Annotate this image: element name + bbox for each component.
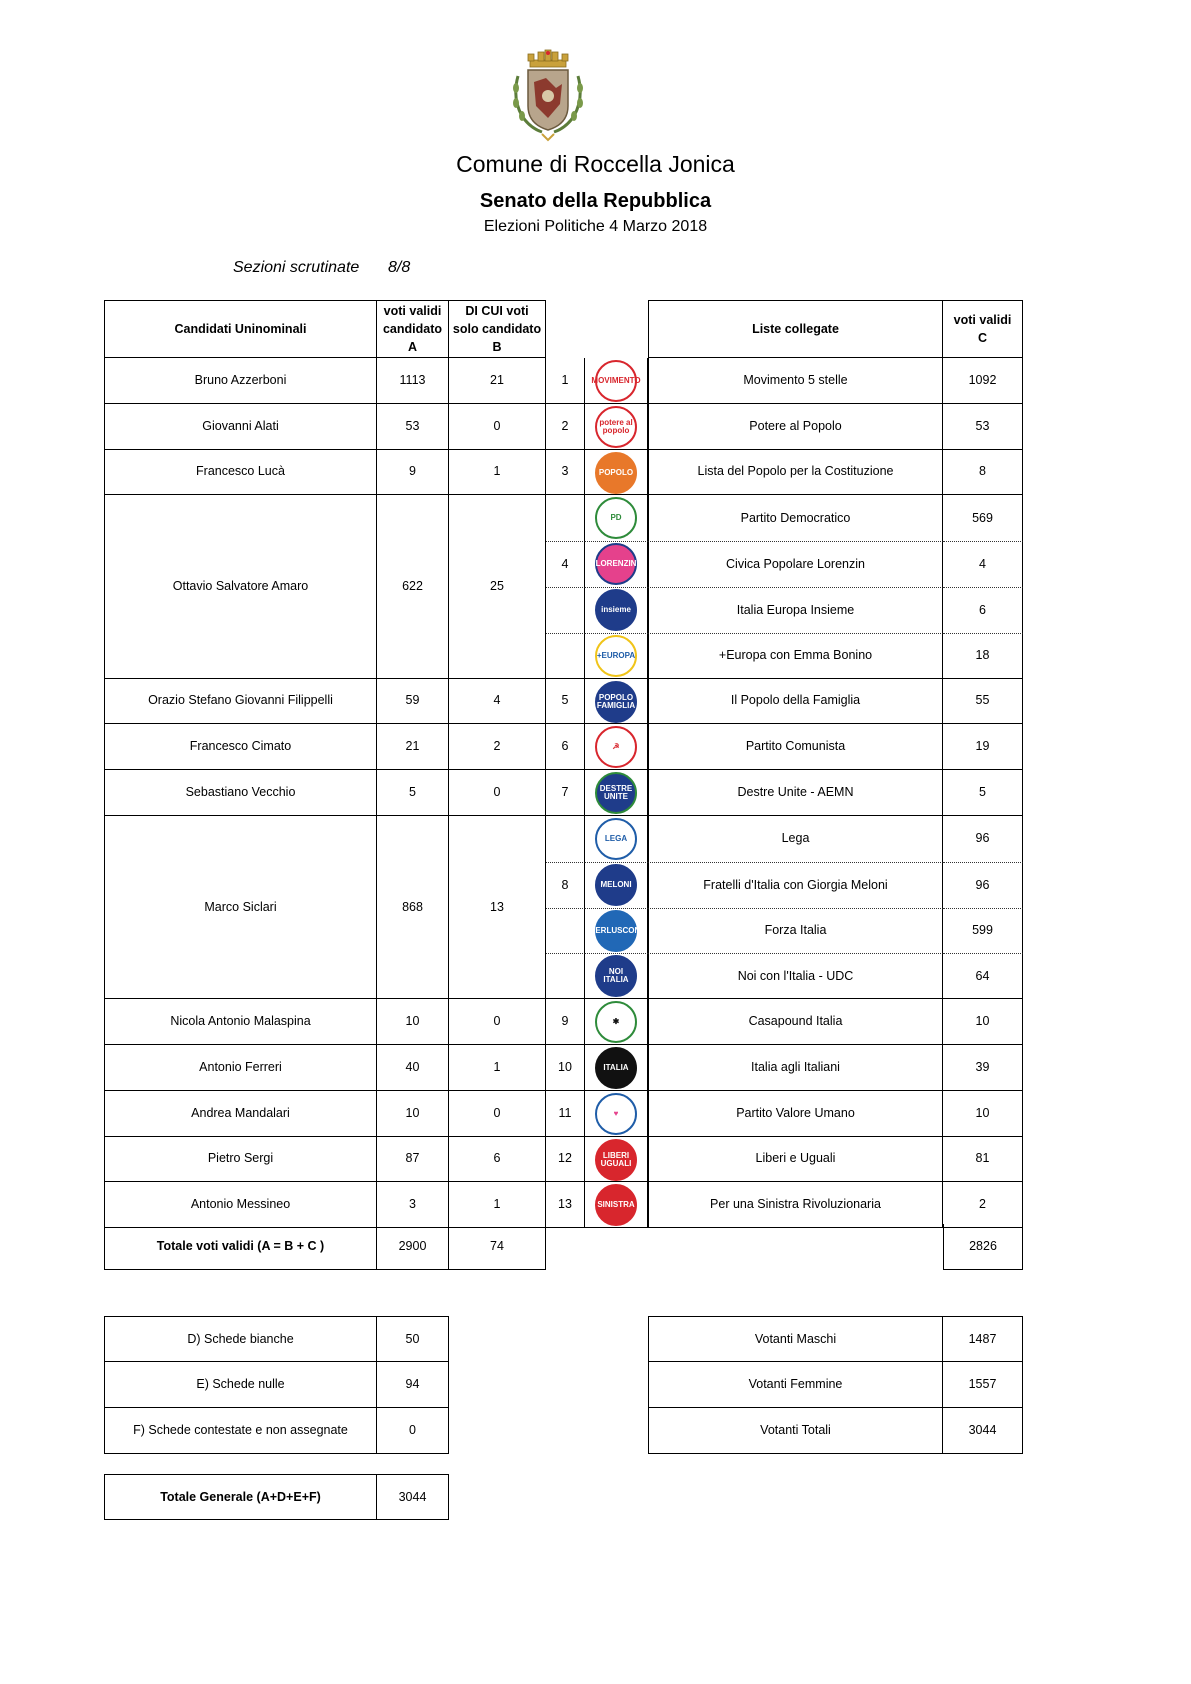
elezioni-subtitle: Elezioni Politiche 4 Marzo 2018 xyxy=(483,218,708,235)
candidate-name: Pietro Sergi xyxy=(104,1137,377,1183)
list-name: Fratelli d'Italia con Giorgia Meloni xyxy=(648,862,943,908)
list-name: Noi con l'Italia - UDC xyxy=(648,953,943,999)
list-number: 2 xyxy=(546,404,585,450)
partito-comunista-logo-icon: ☭ xyxy=(595,726,637,768)
list-votes-c: 599 xyxy=(943,908,1023,954)
list-votes-c: 5 xyxy=(943,770,1023,816)
candidate-votes-b: 6 xyxy=(449,1137,546,1183)
candidate-name: Antonio Messineo xyxy=(104,1182,377,1228)
civica-popolare-logo-icon: LORENZIN xyxy=(595,543,637,585)
insieme-logo-icon: insieme xyxy=(595,589,637,631)
header-voti-a-line1: voti validi xyxy=(383,303,442,318)
m5s-logo-icon: MOVIMENTO xyxy=(595,360,637,402)
header-voti-c xyxy=(943,300,1023,358)
list-name: Civica Popolare Lorenzin xyxy=(648,541,943,587)
list-name: Italia agli Italiani xyxy=(648,1045,943,1091)
list-name: Forza Italia xyxy=(648,908,943,954)
sezioni-label: Sezioni scrutinate xyxy=(233,259,360,276)
list-name: Per una Sinistra Rivoluzionaria xyxy=(648,1182,943,1228)
candidate-name: Francesco Lucà xyxy=(104,450,377,496)
list-name: Italia Europa Insieme xyxy=(648,587,943,633)
candidate-votes-b: 13 xyxy=(449,816,546,999)
schede-nulle-label: E) Schede nulle xyxy=(104,1362,377,1408)
candidate-votes-a: 59 xyxy=(377,679,449,725)
list-number: 7 xyxy=(546,770,585,816)
schede-bianche-label: D) Schede bianche xyxy=(104,1316,377,1362)
list-votes-c: 53 xyxy=(943,404,1023,450)
candidate-name: Marco Siclari xyxy=(104,816,377,999)
list-number xyxy=(546,587,585,633)
header-voti-a-line2: candidato xyxy=(382,321,443,336)
header-liste: Liste collegate xyxy=(648,300,943,358)
candidate-votes-a: 622 xyxy=(377,495,449,678)
candidate-votes-b: 1 xyxy=(449,1182,546,1228)
list-votes-c: 96 xyxy=(943,816,1023,862)
totale-b: 74 xyxy=(449,1224,546,1270)
totale-generale-value: 3044 xyxy=(377,1474,449,1520)
list-number: 3 xyxy=(546,450,585,496)
list-name: Il Popolo della Famiglia xyxy=(648,679,943,725)
totale-label: Totale voti validi (A = B + C ) xyxy=(104,1224,377,1270)
popolo-famiglia-logo-icon: POPOLO FAMIGLIA xyxy=(595,681,637,723)
list-votes-c: 39 xyxy=(943,1045,1023,1091)
candidate-votes-b: 0 xyxy=(449,404,546,450)
candidate-votes-b: 0 xyxy=(449,770,546,816)
coat-of-arms-icon xyxy=(508,48,588,143)
list-number xyxy=(546,495,585,541)
candidate-name: Antonio Ferreri xyxy=(104,1045,377,1091)
candidate-votes-a: 868 xyxy=(377,816,449,999)
list-name: Partito Comunista xyxy=(648,724,943,770)
comune-title: Comune di Roccella Jonica xyxy=(456,151,735,177)
candidate-name: Francesco Cimato xyxy=(104,724,377,770)
list-number: 11 xyxy=(546,1091,585,1137)
destre-unite-logo-icon: DESTRE UNITE xyxy=(595,772,637,814)
candidate-votes-a: 21 xyxy=(377,724,449,770)
candidate-votes-a: 10 xyxy=(377,1091,449,1137)
list-name: Destre Unite - AEMN xyxy=(648,770,943,816)
candidate-votes-b: 1 xyxy=(449,450,546,496)
potere-al-popolo-logo-icon: potere al popolo xyxy=(595,406,637,448)
votanti-maschi-label: Votanti Maschi xyxy=(648,1316,943,1362)
candidate-votes-a: 87 xyxy=(377,1137,449,1183)
list-votes-c: 4 xyxy=(943,541,1023,587)
list-name: Movimento 5 stelle xyxy=(648,358,943,404)
candidate-name: Nicola Antonio Malaspina xyxy=(104,999,377,1045)
candidate-votes-a: 10 xyxy=(377,999,449,1045)
list-number: 10 xyxy=(546,1045,585,1091)
header-voti-c-line1: voti validi xyxy=(953,312,1012,327)
votanti-femmine-value: 1557 xyxy=(943,1362,1023,1408)
candidate-votes-b: 4 xyxy=(449,679,546,725)
candidate-name: Ottavio Salvatore Amaro xyxy=(104,495,377,678)
list-name: +Europa con Emma Bonino xyxy=(648,633,943,679)
list-votes-c: 8 xyxy=(943,450,1023,496)
list-name: Potere al Popolo xyxy=(648,404,943,450)
lista-del-popolo-logo-icon: POPOLO xyxy=(595,452,637,494)
header-voti-a xyxy=(377,300,449,358)
list-votes-c: 55 xyxy=(943,679,1023,725)
schede-contestate-label: F) Schede contestate e non assegnate xyxy=(104,1408,377,1454)
liberi-uguali-logo-icon: LIBERI UGUALI xyxy=(595,1139,637,1181)
list-number: 5 xyxy=(546,679,585,725)
list-votes-c: 2 xyxy=(943,1182,1023,1228)
list-votes-c: 19 xyxy=(943,724,1023,770)
list-number: 4 xyxy=(546,541,585,587)
list-name: Casapound Italia xyxy=(648,999,943,1045)
candidate-votes-b: 1 xyxy=(449,1045,546,1091)
header-voti-b-line1: DI CUI voti xyxy=(465,303,529,318)
list-name: Partito Valore Umano xyxy=(648,1091,943,1137)
candidate-votes-a: 1113 xyxy=(377,358,449,404)
candidate-votes-a: 9 xyxy=(377,450,449,496)
header-voti-b-line3: B xyxy=(492,340,502,355)
candidate-votes-a: 53 xyxy=(377,404,449,450)
list-number: 12 xyxy=(546,1137,585,1183)
candidate-name: Giovanni Alati xyxy=(104,404,377,450)
votanti-maschi-value: 1487 xyxy=(943,1316,1023,1362)
candidate-name: Orazio Stefano Giovanni Filippelli xyxy=(104,679,377,725)
totale-a: 2900 xyxy=(377,1224,449,1270)
noi-con-italia-logo-icon: NOI ITALIA xyxy=(595,955,637,997)
totale-generale-label: Totale Generale (A+D+E+F) xyxy=(104,1474,377,1520)
piu-europa-logo-icon: +EUROPA xyxy=(595,635,637,677)
partito-valore-umano-logo-icon: ♥ xyxy=(595,1093,637,1135)
schede-bianche-value: 50 xyxy=(377,1316,449,1362)
list-votes-c: 18 xyxy=(943,633,1023,679)
list-votes-c: 1092 xyxy=(943,358,1023,404)
candidate-votes-b: 25 xyxy=(449,495,546,678)
header-voti-b-line2: solo candidato xyxy=(452,321,542,336)
list-votes-c: 569 xyxy=(943,495,1023,541)
candidate-votes-a: 40 xyxy=(377,1045,449,1091)
schede-contestate-value: 0 xyxy=(377,1408,449,1454)
header-candidati: Candidati Uninominali xyxy=(104,300,377,358)
list-name: Lista del Popolo per la Costituzione xyxy=(648,450,943,496)
candidate-votes-a: 5 xyxy=(377,770,449,816)
list-number xyxy=(546,953,585,999)
candidate-votes-b: 0 xyxy=(449,1091,546,1137)
list-name: Partito Democratico xyxy=(648,495,943,541)
list-votes-c: 81 xyxy=(943,1137,1023,1183)
list-number xyxy=(546,816,585,862)
candidate-votes-a: 3 xyxy=(377,1182,449,1228)
candidate-name: Sebastiano Vecchio xyxy=(104,770,377,816)
schede-nulle-value: 94 xyxy=(377,1362,449,1408)
italia-agli-italiani-logo-icon: ITALIA xyxy=(595,1047,637,1089)
candidate-votes-b: 0 xyxy=(449,999,546,1045)
votanti-totali-value: 3044 xyxy=(943,1408,1023,1454)
header-voti-c-line2: C xyxy=(977,331,988,345)
list-number: 13 xyxy=(546,1182,585,1228)
senato-title: Senato della Repubblica xyxy=(479,190,712,212)
list-votes-c: 64 xyxy=(943,953,1023,999)
votanti-femmine-label: Votanti Femmine xyxy=(648,1362,943,1408)
list-name: Liberi e Uguali xyxy=(648,1137,943,1183)
votanti-totali-label: Votanti Totali xyxy=(648,1408,943,1454)
candidate-name: Bruno Azzerboni xyxy=(104,358,377,404)
candidate-name: Andrea Mandalari xyxy=(104,1091,377,1137)
header-voti-b xyxy=(449,300,546,358)
list-votes-c: 96 xyxy=(943,862,1023,908)
totale-c: 2826 xyxy=(943,1224,1023,1270)
fratelli-italia-logo-icon: MELONI xyxy=(595,864,637,906)
list-number xyxy=(546,908,585,954)
lega-logo-icon: LEGA xyxy=(595,818,637,860)
list-number: 8 xyxy=(546,862,585,908)
header-voti-a-line3: A xyxy=(407,340,418,355)
list-number: 9 xyxy=(546,999,585,1045)
sezioni-value: 8/8 xyxy=(388,259,411,276)
list-number: 6 xyxy=(546,724,585,770)
sinistra-rivoluzionaria-logo-icon: SINISTRA xyxy=(595,1184,637,1226)
list-votes-c: 6 xyxy=(943,587,1023,633)
candidate-votes-b: 21 xyxy=(449,358,546,404)
list-name: Lega xyxy=(648,816,943,862)
list-number: 1 xyxy=(546,358,585,404)
forza-italia-logo-icon: BERLUSCONI xyxy=(595,910,637,952)
list-votes-c: 10 xyxy=(943,999,1023,1045)
list-number xyxy=(546,633,585,679)
list-votes-c: 10 xyxy=(943,1091,1023,1137)
casapound-logo-icon: ✱ xyxy=(595,1001,637,1043)
pd-logo-icon: PD xyxy=(595,497,637,539)
candidate-votes-b: 2 xyxy=(449,724,546,770)
